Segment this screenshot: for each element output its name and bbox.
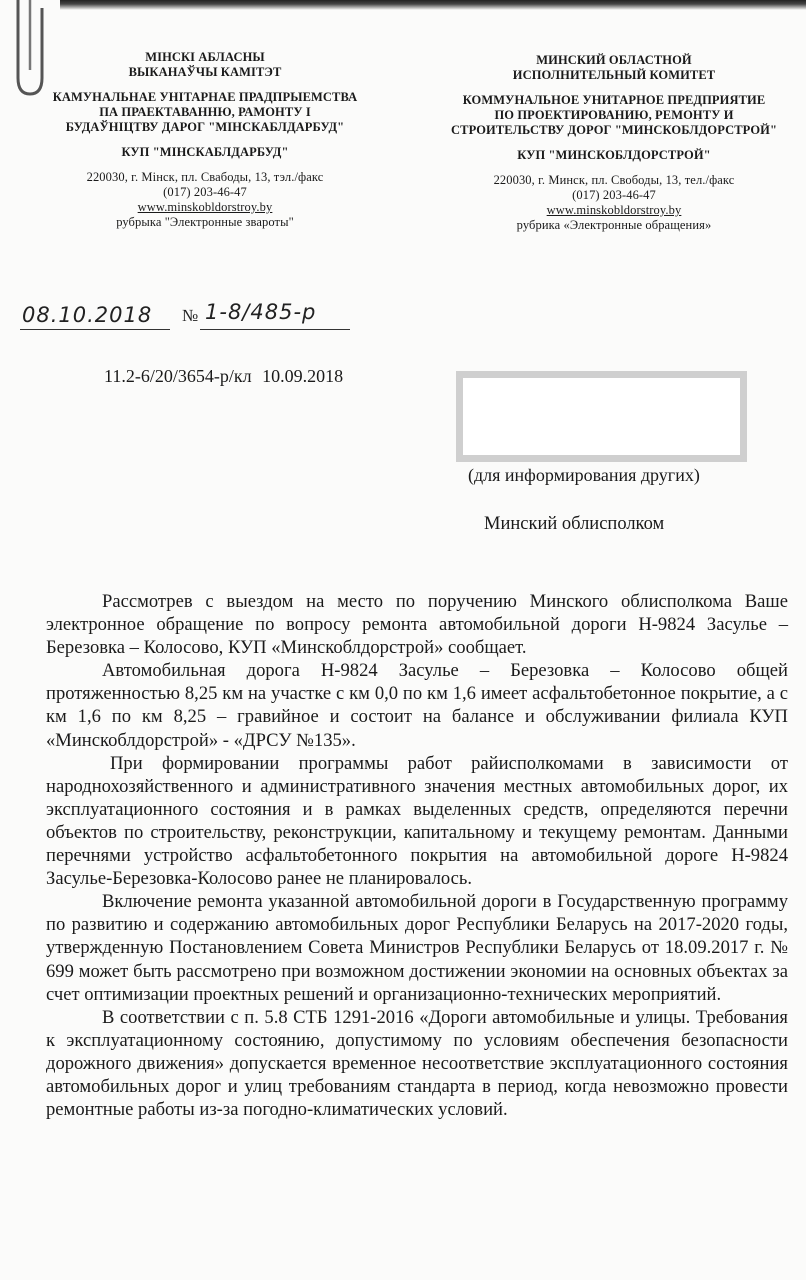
- body-paragraph: При формировании программы работ райисполкомами в зависимости от народнохозяйственного и административного значения местных автомобильных дорог, их эксплуатационного состояния и в рамках выделенных средств, определяются перечни объектов по строительству, реконструкции, капитальному и текущему ремонтам. Данными перечнями устройство асфальтобетонного покрытия на автомобильной дороге Н-9824 Засулье-Березовка-Колосово ранее не планировалось.: [46, 752, 788, 890]
- rubric: рубрика «Электронные обращения»: [516, 218, 712, 232]
- enterprise-name-line: БУДАЎНІЦТВУ ДАРОГ "МІНСКАБЛДАРБУД": [65, 120, 345, 134]
- website-link[interactable]: www.minskobldorstroy.by: [546, 203, 682, 217]
- short-name: КУП "МІНСКАБЛДАРБУД": [121, 145, 289, 159]
- reference-date: 10.09.2018: [262, 366, 344, 386]
- redacted-recipient-box: [456, 371, 747, 462]
- org-name-line: ИСПОЛНИТЕЛЬНЫЙ КОМИТЕТ: [512, 68, 716, 82]
- phone: (017) 203-46-47: [163, 185, 247, 199]
- body-paragraph: В соответствии с п. 5.8 СТБ 1291-2016 «Дороги автомобильные и улицы. Требования к эксплуатационному состоянию, допустимому по условиям обеспечения безопасности дорожного движения» допускается временное несоответствие эксплуатационного состояния автомобильных дорог и улиц требованиям стандарта в период, когда невозможно провести ремонтные работы из-за погодно-климатических условий.: [46, 1006, 788, 1121]
- incoming-reference: [104, 366, 343, 387]
- header-right-russian: [430, 53, 798, 233]
- enterprise-name-line: СТРОИТЕЛЬСТВУ ДОРОГ "МИНСКОБЛДОРСТРОЙ": [451, 123, 777, 137]
- enterprise-name-line: ПА ПРАЕКТАВАННЮ, РАМОНТУ І: [99, 105, 311, 119]
- enterprise-name-line: ПО ПРОЕКТИРОВАНИЮ, РЕМОНТУ И: [494, 108, 734, 122]
- number-underline: [200, 329, 350, 330]
- recipient-note: (для информирования других): [468, 465, 700, 485]
- rubric: рубрыка "Электронные звароты": [116, 215, 294, 229]
- body-paragraph: Включение ремонта указанной автомобильной дороги в Государственную программу по развитию и содержанию автомобильных дорог Республики Беларусь на 2017-2020 годы, утвержденную Постановлением Совета Министров Республики Беларусь от 18.09.2017 г. № 699 может быть рассмотрено при возможном достижении экономии на основных объектах за счет оптимизации проектных решений и организационно-технических мероприятий.: [46, 891, 788, 1005]
- handwritten-number: 1-8/485-р: [205, 300, 317, 324]
- body-paragraph: Рассмотрев с выездом на место по поручению Минского облисполкома Ваше электронное обращение по вопросу ремонта автомобильной дороги Н-9824 Засулье – Березовка – Колосово, КУП «Минскоблдорстрой» сообщает.: [46, 591, 788, 659]
- letter-body: [46, 590, 788, 1121]
- enterprise-name-line: КАМУНАЛЬНАЕ УНІТАРНАЕ ПРАДПРЫЕМСТВА: [52, 90, 358, 104]
- org-name-line: МІНСКІ АБЛАСНЫ: [145, 50, 265, 64]
- scan-shadow: [60, 0, 806, 10]
- addressee: Минский облисполком: [484, 514, 665, 534]
- website-link[interactable]: www.minskobldorstroy.by: [137, 200, 273, 214]
- short-name: КУП "МИНСКОБЛДОРСТРОЙ": [517, 148, 711, 162]
- address: 220030, г. Минск, пл. Свободы, 13, тел./факс: [493, 173, 735, 187]
- org-name-line: МИНСКИЙ ОБЛАСТНОЙ: [536, 53, 692, 67]
- body-paragraph: Автомобильная дорога Н-9824 Засулье – Березовка – Колосово общей протяженностью 8,25 км на участке с км 0,0 по км 1,6 имеет асфальтобетонное покрытие, а с км 1,6 по км 8,25 – гравийное и состоит на балансе и обслуживании филиала КУП «Минскоблдорстрой» - «ДРСУ №135».: [46, 660, 788, 751]
- reference-number: 11.2-6/20/3654-р/кл: [104, 366, 252, 386]
- org-name-line: ВЫКАНАЎЧЫ КАМІТЭТ: [128, 65, 282, 79]
- date-underline: [20, 329, 170, 330]
- address: 220030, г. Мінск, пл. Свабоды, 13, тэл./факс: [86, 170, 324, 184]
- number-label: №: [182, 306, 200, 325]
- header-left-belarusian: [40, 50, 370, 230]
- handwritten-date: 08.10.2018: [22, 303, 153, 327]
- phone: (017) 203-46-47: [572, 188, 656, 202]
- enterprise-name-line: КОММУНАЛЬНОЕ УНИТАРНОЕ ПРЕДПРИЯТИЕ: [462, 93, 766, 107]
